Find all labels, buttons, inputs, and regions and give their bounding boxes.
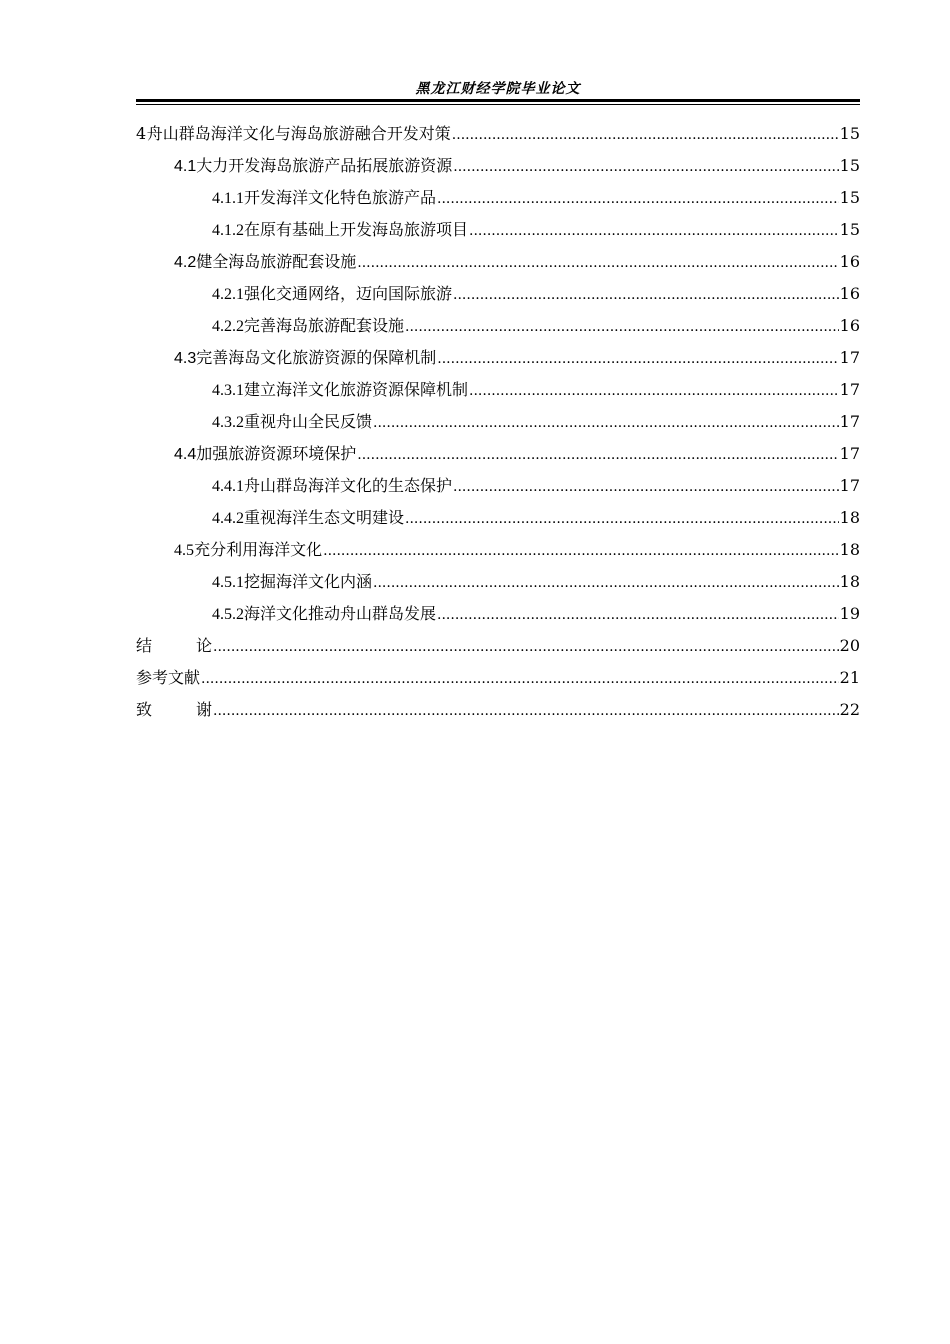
toc-entry-page: 16 [839,284,860,303]
toc-entry-4-1[interactable] [136,150,860,182]
toc-entry-page: 21 [839,668,860,687]
toc-entry-number: 4.5.1 [212,574,244,591]
toc-entry-title [136,694,212,726]
toc-dot-leader [373,407,839,439]
header-rule-thin [136,104,860,105]
toc-entry-number: 4.2.2 [212,318,244,335]
toc-entry-number: 4 [136,124,147,143]
toc-dot-leader [405,311,839,343]
toc-entry-title: 海洋文化推动舟山群岛发展 [244,604,437,623]
toc-entry-page: 17 [839,476,860,495]
toc-entry-number: 4.4 [174,446,197,463]
toc-entry-title: 完善海岛文化旅游资源的保障机制 [196,348,437,367]
toc-entry-page: 18 [839,540,860,559]
toc-entry-4-3[interactable] [136,342,860,374]
toc-entry-title: 大力开发海岛旅游产品拓展旅游资源 [196,156,453,175]
toc-entry-page: 19 [839,604,860,623]
toc-entry-number: 4.1.1 [212,190,244,207]
toc-entry-number: 4.3 [174,350,197,367]
toc-entry-4-3-2[interactable] [136,406,860,438]
toc-dot-leader [437,343,838,375]
toc-dot-leader [357,439,838,471]
toc-entry-title: 重视海洋生态文明建设 [244,508,405,527]
toc-entry-acknowledgements[interactable] [136,694,860,726]
toc-thanks-char-2: 谢 [196,700,213,719]
toc-dot-leader [469,375,839,407]
toc-entry-title: 加强旅游资源环境保护 [196,444,357,463]
toc-entry-page: 17 [839,348,860,367]
toc-dot-leader [357,247,838,279]
toc-entry-4-5[interactable] [136,534,860,566]
toc-dot-leader [453,471,839,503]
toc-dot-leader [469,215,839,247]
toc-entry-page: 16 [839,316,860,335]
toc-entry-number: 4.5.2 [212,606,244,623]
toc-entry-title: 健全海岛旅游配套设施 [196,252,357,271]
toc-entry-number: 4.1 [174,158,197,175]
toc-dot-leader [213,631,839,663]
table-of-contents [136,118,860,726]
toc-dot-leader [437,183,839,215]
toc-entry-title: 开发海洋文化特色旅游产品 [244,188,437,207]
toc-entry-conclusion[interactable] [136,630,860,662]
toc-entry-page: 20 [839,636,860,655]
toc-entry-4-5-2[interactable] [136,598,860,630]
toc-entry-4-4-1[interactable] [136,470,860,502]
header-rule-thick [136,99,860,102]
toc-dot-leader [453,151,838,183]
toc-entry-4-4-2[interactable] [136,502,860,534]
toc-dot-leader [405,503,839,535]
toc-conclusion-char-1: 结 [136,636,153,655]
toc-entry-title: 舟山群岛海洋文化的生态保护 [244,476,453,495]
toc-entry-4-5-1[interactable] [136,566,860,598]
toc-entry-4-1-2[interactable] [136,214,860,246]
toc-entry-title: 挖掘海洋文化内涵 [244,572,373,591]
toc-dot-leader [452,119,839,151]
toc-entry-page: 15 [839,156,860,175]
toc-entry-number: 4.1.2 [212,222,244,239]
toc-entry-number: 4.2 [174,254,197,271]
toc-dot-leader [213,695,839,727]
toc-entry-title: 充分利用海洋文化 [194,540,323,559]
toc-entry-title [136,630,212,662]
toc-entry-page: 15 [839,220,860,239]
toc-entry-page: 17 [839,412,860,431]
toc-entry-page: 17 [839,444,860,463]
toc-entry-page: 15 [839,188,860,207]
toc-entry-number: 4.3.2 [212,414,244,431]
toc-entry-4-1-1[interactable] [136,182,860,214]
toc-entry-number: 4.2.1 [212,286,244,303]
toc-entry-page: 18 [839,508,860,527]
toc-dot-leader [323,535,839,567]
toc-dot-leader [201,663,839,695]
toc-entry-4[interactable] [136,118,860,150]
toc-thanks-char-1: 致 [136,700,153,719]
toc-entry-title: 参考文献 [136,668,201,687]
toc-entry-page: 22 [839,700,860,719]
toc-entry-page: 18 [839,572,860,591]
toc-entry-4-2[interactable] [136,246,860,278]
toc-entry-title: 重视舟山全民反馈 [244,412,373,431]
toc-dot-leader [373,567,839,599]
toc-entry-title: 在原有基础上开发海岛旅游项目 [244,220,469,239]
toc-entry-4-3-1[interactable] [136,374,860,406]
toc-dot-leader [453,279,839,311]
running-header: 黑龙江财经学院毕业论文 [415,81,581,97]
toc-entry-4-2-1[interactable] [136,278,860,310]
toc-entry-page: 17 [839,380,860,399]
toc-entry-title: 舟山群岛海洋文化与海岛旅游融合开发对策 [146,124,451,143]
toc-entry-number: 4.4.1 [212,478,244,495]
toc-dot-leader [437,599,839,631]
toc-conclusion-char-2: 论 [196,636,213,655]
toc-entry-4-4[interactable] [136,438,860,470]
toc-entry-number: 4.5 [174,542,194,559]
toc-entry-title: 完善海岛旅游配套设施 [244,316,405,335]
toc-entry-title: 强化交通网络，迈向国际旅游 [244,284,453,303]
toc-entry-page: 16 [839,252,860,271]
toc-entry-page: 15 [839,124,860,143]
toc-entry-4-2-2[interactable] [136,310,860,342]
toc-entry-number: 4.3.1 [212,382,244,399]
toc-entry-references[interactable] [136,662,860,694]
toc-entry-title: 建立海洋文化旅游资源保障机制 [244,380,469,399]
toc-entry-number: 4.4.2 [212,510,244,527]
